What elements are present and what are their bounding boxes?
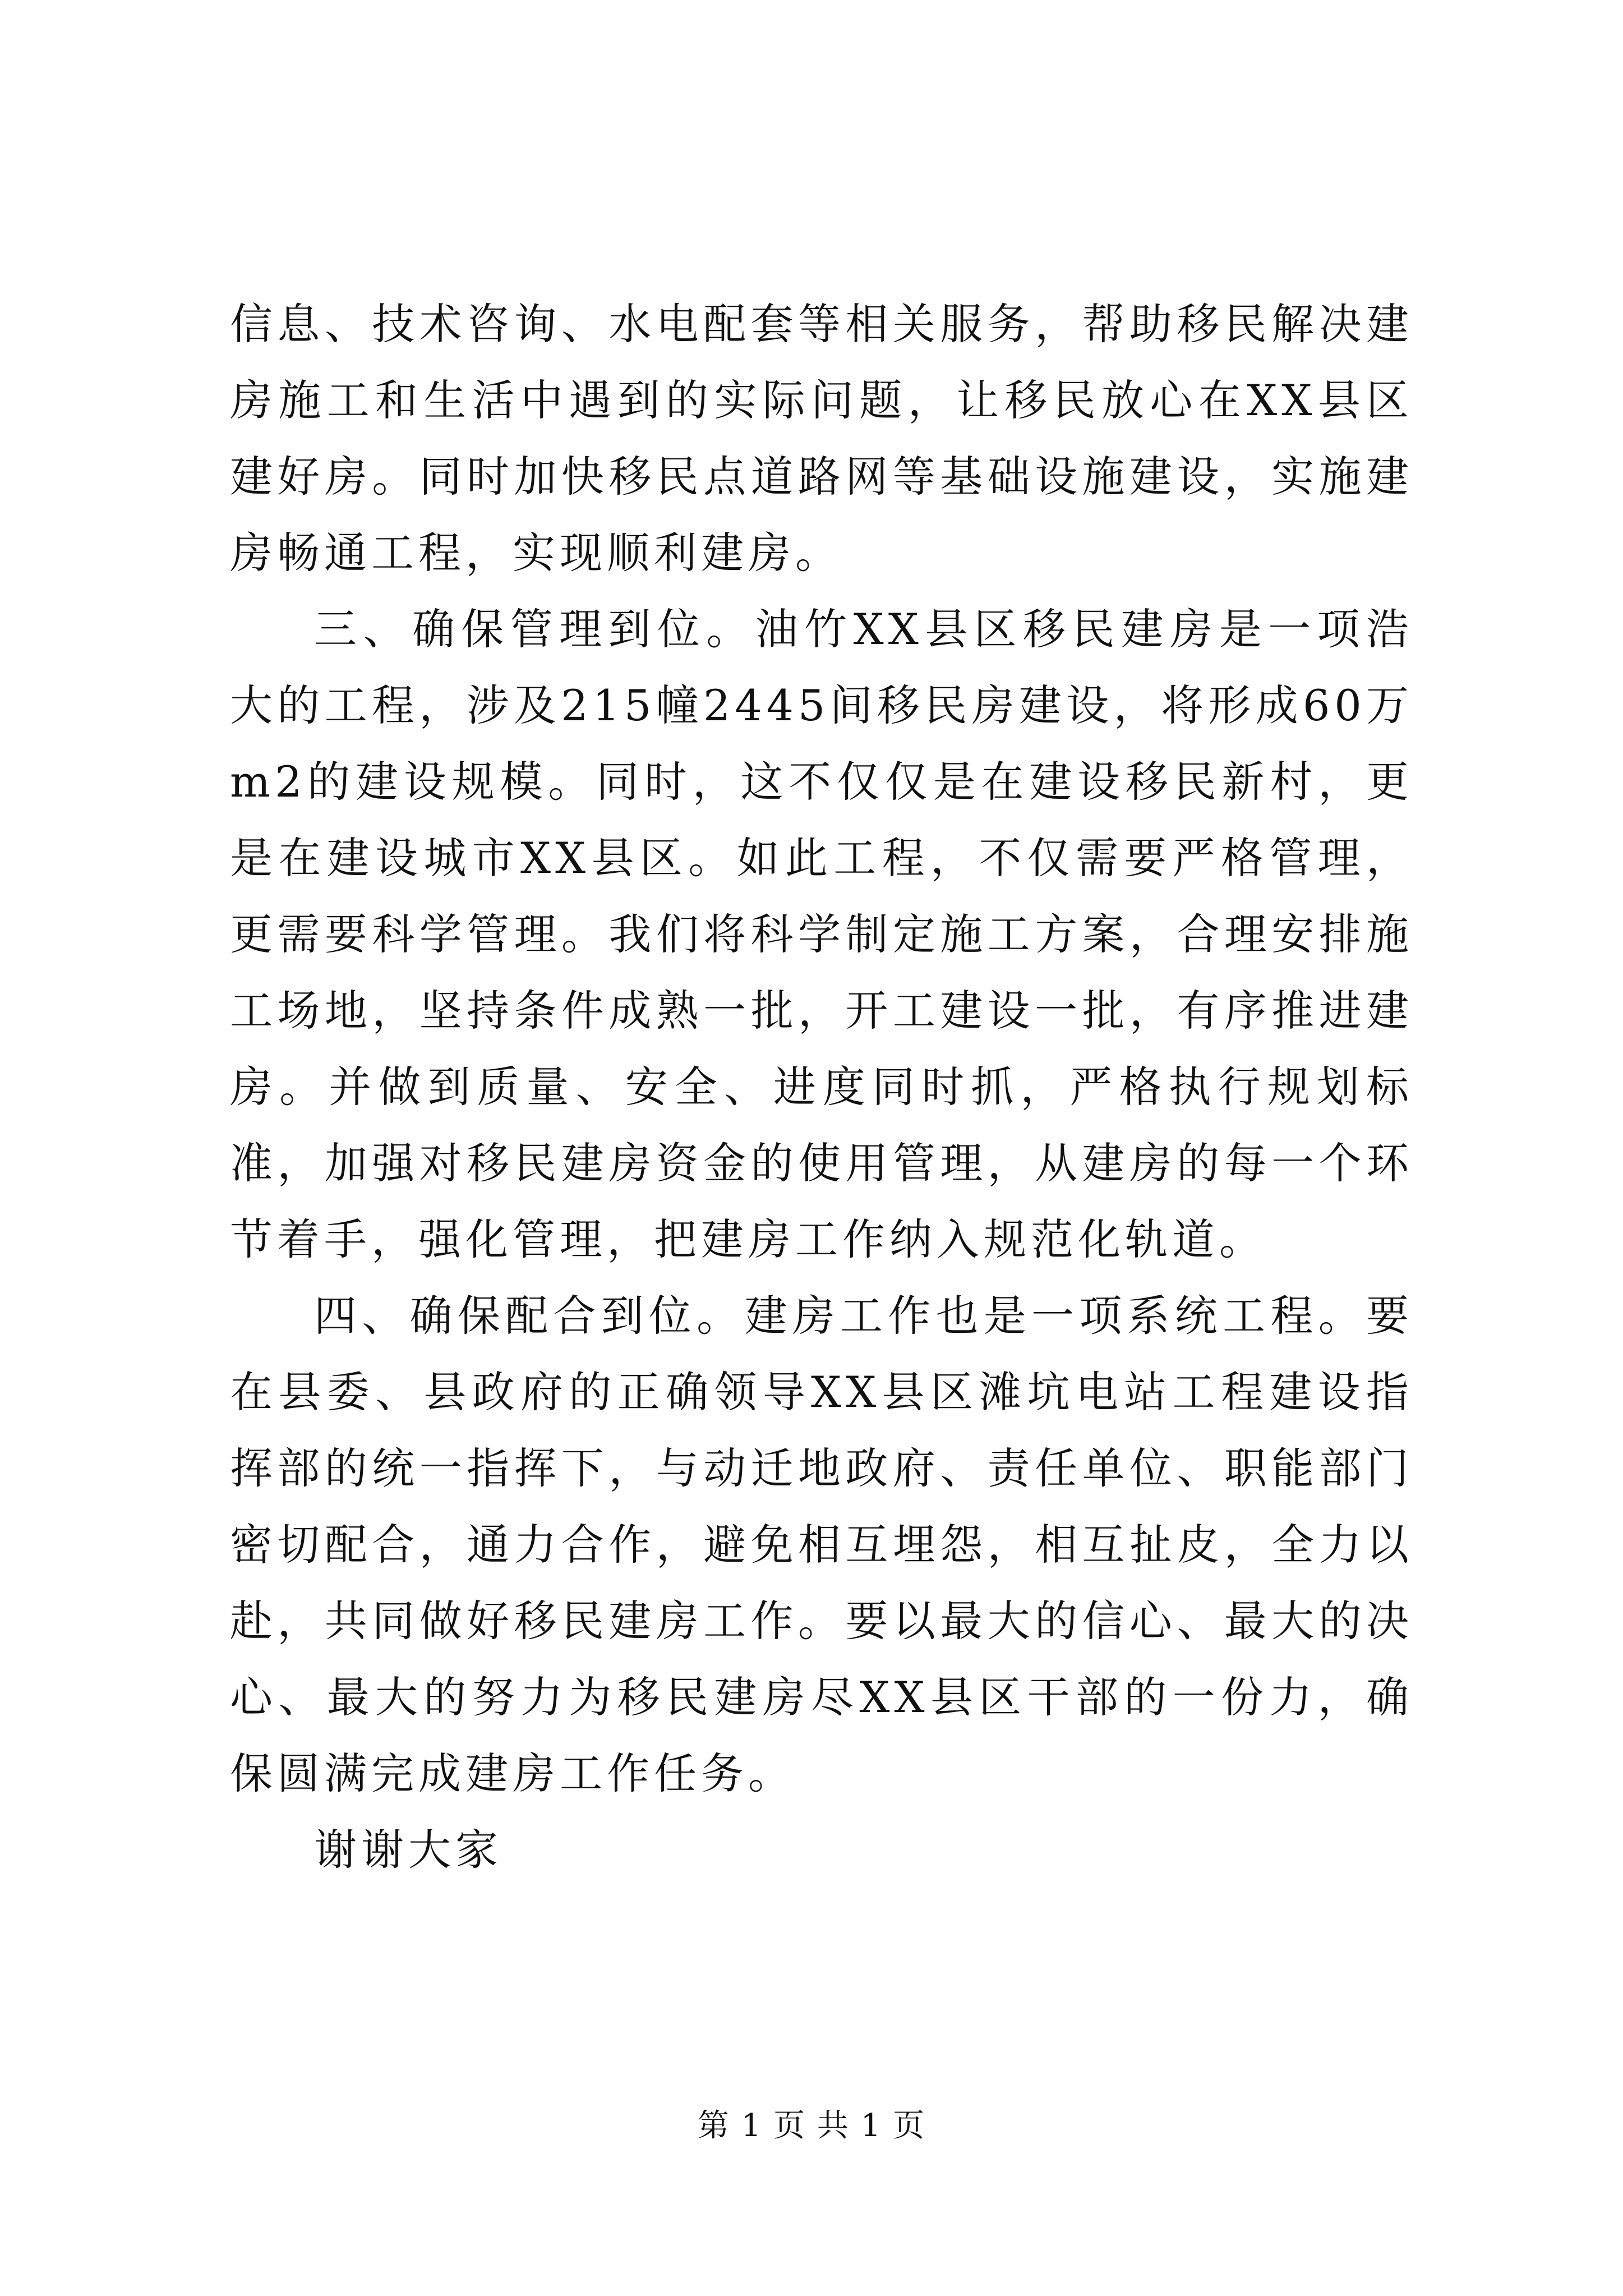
paragraph-continuation: 信息、技术咨询、水电配套等相关服务，帮助移民解决建房施工和生活中遇到的实际问题，让移民放心在XX县区建好房。同时加快移民点道路网等基础设施建设，实施建房畅通工程，实现顺利建房。 — [230, 299, 1413, 578]
paragraph-section-three: 三、确保管理到位。油竹XX县区移民建房是一项浩大的工程，涉及215幢2445间移民房建设，将形成60万m2的建设规模。同时，这不仅仅是在建设移民新村，更是在建设城市XX县区。如此工程，不仅需要严格管理，更需要科学管理。我们将科学制定施工方案，合理安排施工场地，坚持条件成熟一批，开工建设一批，有序推进建房。并做到质量、安全、进度同时抓，严格执行规划标准，加强对移民建房资金的使用管理，从建房的每一个环节着手，强化管理，把建房工作纳入规范化轨道。 — [230, 604, 1413, 1264]
paragraph-section-four: 四、确保配合到位。建房工作也是一项系统工程。要在县委、县政府的正确领导XX县区滩坑电站工程建设指挥部的统一指挥下，与动迁地政府、责任单位、职能部门密切配合，通力合作，避免相互埋怨，相互扯皮，全力以赴，共同做好移民建房工作。要以最大的信心、最大的决心、最大的努力为移民建房尽XX县区干部的一份力，确保圆满完成建房工作任务。 — [230, 1291, 1413, 1798]
document-body — [230, 286, 1413, 1888]
closing-thanks: 谢谢大家 — [314, 1825, 502, 1875]
page-footer: 第 1 页 共 1 页 — [697, 2108, 926, 2144]
